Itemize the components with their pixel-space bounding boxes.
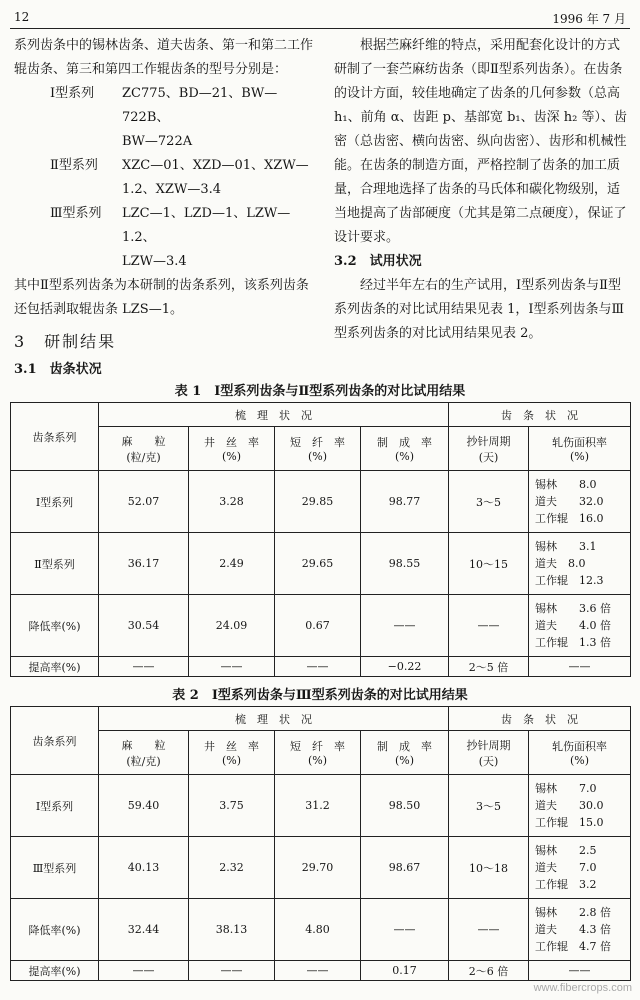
table-cell: 36.17 xyxy=(99,533,189,595)
trial-paragraph: 经过半年左右的生产试用，Ⅰ型系列齿条与Ⅱ型系列齿条的对比试用结果见表 1，Ⅰ型系列齿条与Ⅲ型系列齿条的对比试用结果见表 2。 xyxy=(334,278,625,341)
table-cell: −0.22 xyxy=(361,657,449,677)
table-caption: 表 2 Ⅰ型系列齿条与Ⅲ型系列齿条的对比试用结果 xyxy=(172,688,468,703)
table-cell: 0.17 xyxy=(361,961,449,981)
series-name: Ⅰ型系列 xyxy=(50,86,95,101)
wear-cell: 锡林 7.0 道夫 30.0 工作辊 15.0 xyxy=(529,775,631,837)
table-cell: 40.13 xyxy=(99,837,189,899)
series-models: LZC—1、LZD—1、LZW—1.2、 LZW—3.4 xyxy=(122,206,291,269)
table-cell: 2.32 xyxy=(189,837,275,899)
table-cell: —— xyxy=(189,961,275,981)
series-item xyxy=(14,154,314,202)
table-cell: 3～5 xyxy=(449,471,529,533)
table-cell: —— xyxy=(275,961,361,981)
wear-cell: 锡林 2.8 倍 道夫 4.3 倍 工作辊 4.7 倍 xyxy=(529,899,631,961)
intro-paragraph: 系列齿条中的锡林齿条、道夫齿条、第一和第二工作辊齿条、第三和第四工作辊齿条的型号分别是： xyxy=(14,38,314,77)
subsection-heading: 3.1 齿条状况 xyxy=(14,362,102,377)
table-cell: 98.50 xyxy=(361,775,449,837)
table-row xyxy=(11,471,631,533)
series-item xyxy=(14,202,314,274)
wear-cell: 锡林 2.5 道夫 7.0 工作辊 3.2 xyxy=(529,837,631,899)
row-label: Ⅲ型系列 xyxy=(11,837,99,899)
column-header: 抄针周期 (天) xyxy=(449,427,529,471)
page-header xyxy=(14,8,626,26)
table-row xyxy=(11,837,631,899)
comparison-table xyxy=(10,706,631,981)
table-row xyxy=(11,899,631,961)
table-cell: —— xyxy=(361,595,449,657)
group-header: 齿 条 状 况 xyxy=(449,403,631,427)
column-header: 井 丝 率 (%) xyxy=(189,427,275,471)
table-cell: 31.2 xyxy=(275,775,361,837)
series-name: Ⅱ型系列 xyxy=(50,158,98,173)
table-cell: 24.09 xyxy=(189,595,275,657)
row-label: 降低率(%) xyxy=(11,899,99,961)
left-column xyxy=(14,34,314,382)
column-header: 制 成 率 (%) xyxy=(361,427,449,471)
table-cell: 3.28 xyxy=(189,471,275,533)
column-header: 短 纤 率 (%) xyxy=(275,427,361,471)
header-rule xyxy=(10,28,630,29)
column-header: 制 成 率 (%) xyxy=(361,731,449,775)
design-paragraph: 根据苎麻纤维的特点，采用配套化设计的方式研制了一套苎麻纺齿条（即Ⅱ型系列齿条）。在齿条的设计方面，较佳地确定了齿条的几何参数（总高 h₁、前角 α、齿距 p、基部宽 b₁、齿深 h₂ 等）、齿密（总齿密、横向齿密、纵向齿密）、齿形和机械性能。在齿条的制造方面，严格控制了齿条的加工质量，合理地选择了齿条的马氏体和碳化物级别，适当地提高了齿部硬度（尤其是第二点硬度），保证了设计要求。 xyxy=(334,38,627,245)
table-cell: —— xyxy=(529,961,631,981)
issue-date: 1996 年 7 月 xyxy=(552,12,626,26)
table-cell: —— xyxy=(449,595,529,657)
table-row xyxy=(11,595,631,657)
table-cell: 3.75 xyxy=(189,775,275,837)
row-label: Ⅰ型系列 xyxy=(11,775,99,837)
column-header: 井 丝 率 (%) xyxy=(189,731,275,775)
table-cell: 3～5 xyxy=(449,775,529,837)
series-name: Ⅲ型系列 xyxy=(50,206,102,221)
table-cell: 2～5 倍 xyxy=(449,657,529,677)
table-cell: 4.80 xyxy=(275,899,361,961)
group-header: 梳 理 状 况 xyxy=(99,403,449,427)
table-cell: 10～18 xyxy=(449,837,529,899)
table-cell: —— xyxy=(189,657,275,677)
table-cell: 2.49 xyxy=(189,533,275,595)
table-row xyxy=(11,775,631,837)
table-cell: 98.77 xyxy=(361,471,449,533)
table-cell: 30.54 xyxy=(99,595,189,657)
table-cell: 0.67 xyxy=(275,595,361,657)
column-header: 麻 粒 (粒/克) xyxy=(99,731,189,775)
row-label: 提高率(%) xyxy=(11,961,99,981)
table-cell: 38.13 xyxy=(189,899,275,961)
section-heading: 3 研制结果 xyxy=(14,332,117,351)
table-cell: 2～6 倍 xyxy=(449,961,529,981)
table-cell: —— xyxy=(449,899,529,961)
row-label: Ⅱ型系列 xyxy=(11,533,99,595)
column-header: 短 纤 率 (%) xyxy=(275,731,361,775)
column-header: 抄针周期 (天) xyxy=(449,731,529,775)
table-cell: 32.44 xyxy=(99,899,189,961)
table-caption: 表 1 Ⅰ型系列齿条与Ⅱ型系列齿条的对比试用结果 xyxy=(174,384,466,399)
series-header: 齿条系列 xyxy=(11,707,99,775)
table-cell: 29.70 xyxy=(275,837,361,899)
table-cell: —— xyxy=(99,657,189,677)
table-cell: 29.65 xyxy=(275,533,361,595)
table-cell: —— xyxy=(361,899,449,961)
column-header: 麻 粒 (粒/克) xyxy=(99,427,189,471)
table-row xyxy=(11,961,631,981)
table-cell: 98.67 xyxy=(361,837,449,899)
group-header: 梳 理 状 况 xyxy=(99,707,449,731)
column-header: 轧伤面积率 (%) xyxy=(529,731,631,775)
table-cell: 10～15 xyxy=(449,533,529,595)
row-label: Ⅰ型系列 xyxy=(11,471,99,533)
outro-paragraph: 其中Ⅱ型系列齿条为本研制的齿条系列，该系列齿条还包括剥取辊齿条 LZS—1。 xyxy=(14,278,309,317)
table-cell: 52.07 xyxy=(99,471,189,533)
table-cell: 59.40 xyxy=(99,775,189,837)
wear-cell: 锡林 3.1 道夫 8.0 工作辊 12.3 xyxy=(529,533,631,595)
watermark: www.fibercrops.com xyxy=(533,982,632,994)
table-cell: —— xyxy=(529,657,631,677)
wear-cell: 锡林 3.6 倍 道夫 4.0 倍 工作辊 1.3 倍 xyxy=(529,595,631,657)
subsection-heading: 3.2 试用状况 xyxy=(334,254,422,269)
table-row xyxy=(11,533,631,595)
comparison-table xyxy=(10,402,631,677)
table-cell: 29.85 xyxy=(275,471,361,533)
table-cell: —— xyxy=(275,657,361,677)
series-item xyxy=(14,82,314,154)
table-cell: 98.55 xyxy=(361,533,449,595)
series-models: ZC775、BD—21、BW—722B、 BW—722A xyxy=(122,86,278,149)
right-column xyxy=(334,34,630,346)
row-label: 降低率(%) xyxy=(11,595,99,657)
table-cell: —— xyxy=(99,961,189,981)
group-header: 齿 条 状 况 xyxy=(449,707,631,731)
row-label: 提高率(%) xyxy=(11,657,99,677)
table-row xyxy=(11,657,631,677)
series-header: 齿条系列 xyxy=(11,403,99,471)
page-number: 12 xyxy=(14,10,30,24)
wear-cell: 锡林 8.0 道夫 32.0 工作辊 16.0 xyxy=(529,471,631,533)
column-header: 轧伤面积率 (%) xyxy=(529,427,631,471)
series-models: XZC—01、XZD—01、XZW— 1.2、XZW—3.4 xyxy=(122,158,309,197)
